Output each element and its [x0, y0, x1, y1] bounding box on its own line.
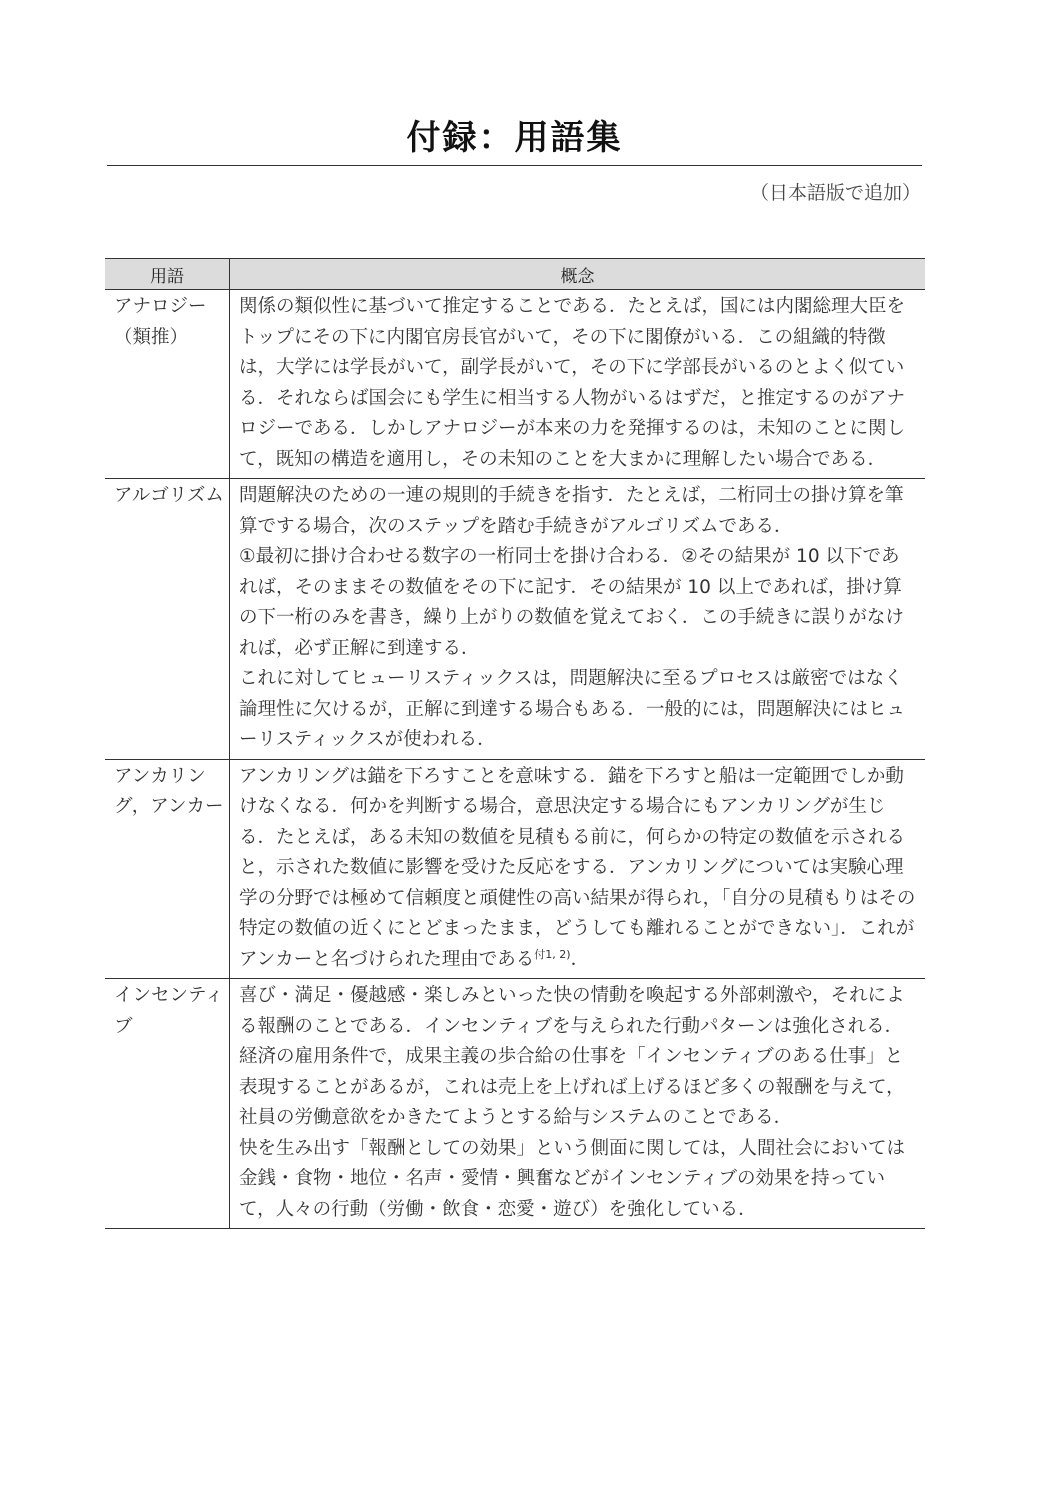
concept-paragraph: 関係の類似性に基づいて推定することである．たとえば，国には内閣総理大臣をトップにその下に内閣官房長官がいて，その下に閣僚がいる．この組織的特徴は，大学には学長がいて，副学長がいて，その下に学部長がいるのとよく似ている．それならば国会にも学生に相当する人物がいるはずだ，と推定するのがアナロジーである．しかしアナロジーが本来の力を発揮するのは，未知のことに関して，既知の構造を適用し，その未知のことを大まかに理解したい場合である． — [239, 296, 906, 470]
concept-text: アンカリングは錨を下ろすことを意味する．錨を下ろすと船は一定範囲でしか動けなくなる．何かを判断する場合，意思決定する場合にもアンカリングが生じる．たとえば，ある未知の数値を見積もる前に，何らかの特定の数値を示されると，示された数値に影響を受けた反応をする．アンカリングについては実験心理学の分野では極めて信頼度と頑健性の高い結果が得られ，「自分の見積もりはその特定の数値の近くにとどまったまま，どうしても離れることができない」．これがアンカーと名づけられた理由である — [239, 765, 916, 970]
concept-cell — [230, 759, 926, 979]
table-row — [105, 979, 925, 1229]
title-divider — [107, 165, 922, 166]
concept-paragraph: 快を生み出す「報酬としての効果」という側面に関しては，人間社会においては金銭・食物・地位・名声・愛情・興奮などがインセンティブの効果を持っていて，人々の行動（労働・飲食・恋愛・遊び）を強化している． — [239, 1137, 906, 1220]
concept-paragraph: 問題解決のための一連の規則的手続きを指す．たとえば，二桁同士の掛け算を筆算でする場合，次のステップを踏む手続きがアルゴリズムである． — [239, 485, 904, 537]
concept-cell — [230, 979, 926, 1229]
term-cell: アンカリング，アンカー — [105, 759, 230, 979]
term-cell: アルゴリズム — [105, 479, 230, 760]
header-concept: 概念 — [230, 259, 926, 290]
concept-paragraph — [239, 762, 917, 976]
concept-cell — [230, 479, 926, 760]
table-row — [105, 290, 925, 479]
concept-paragraph: 経済の雇用条件で，成果主義の歩合給の仕事を「インセンティブのある仕事」と表現することがあるが，これは売上を上げれば上げるほど多くの報酬を与えて，社員の労働意欲をかきたてようとする給与システムのことである． — [239, 1046, 905, 1128]
edition-note: （日本語版で追加） — [749, 182, 921, 204]
concept-cell — [230, 290, 926, 479]
table-header-row — [105, 259, 925, 290]
term-cell: インセンティブ — [105, 979, 230, 1229]
concept-text-tail: ． — [570, 948, 590, 970]
header-term: 用語 — [105, 259, 230, 290]
page-title: 付録：用語集 — [406, 118, 623, 158]
term-cell: アナロジー（類推） — [105, 290, 230, 479]
reference-marker: 付1, 2) — [534, 947, 571, 961]
table-row — [105, 479, 925, 760]
concept-paragraph: これに対してヒューリスティックスは，問題解決に至るプロセスは厳密ではなく論理性に欠けるが，正解に到達する場合もある．一般的には，問題解決にはヒューリスティックスが使われる． — [239, 668, 906, 750]
concept-paragraph: 喜び・満足・優越感・楽しみといった快の情動を喚起する外部刺激や，それによる報酬のことである．インセンティブを与えられた行動パターンは強化される． — [239, 985, 905, 1037]
glossary-table — [105, 258, 925, 1229]
concept-paragraph: ①最初に掛け合わせる数字の一桁同士を掛け合わる．②その結果が 10 以下であれば，そのままその数値をその下に記す．その結果が 10 以上であれば，掛け算の下一桁のみを書き，繰り上がりの数値を覚えておく．この手続きに誤りがなければ，必ず正解に到達する． — [239, 546, 904, 659]
table-row — [105, 759, 925, 979]
